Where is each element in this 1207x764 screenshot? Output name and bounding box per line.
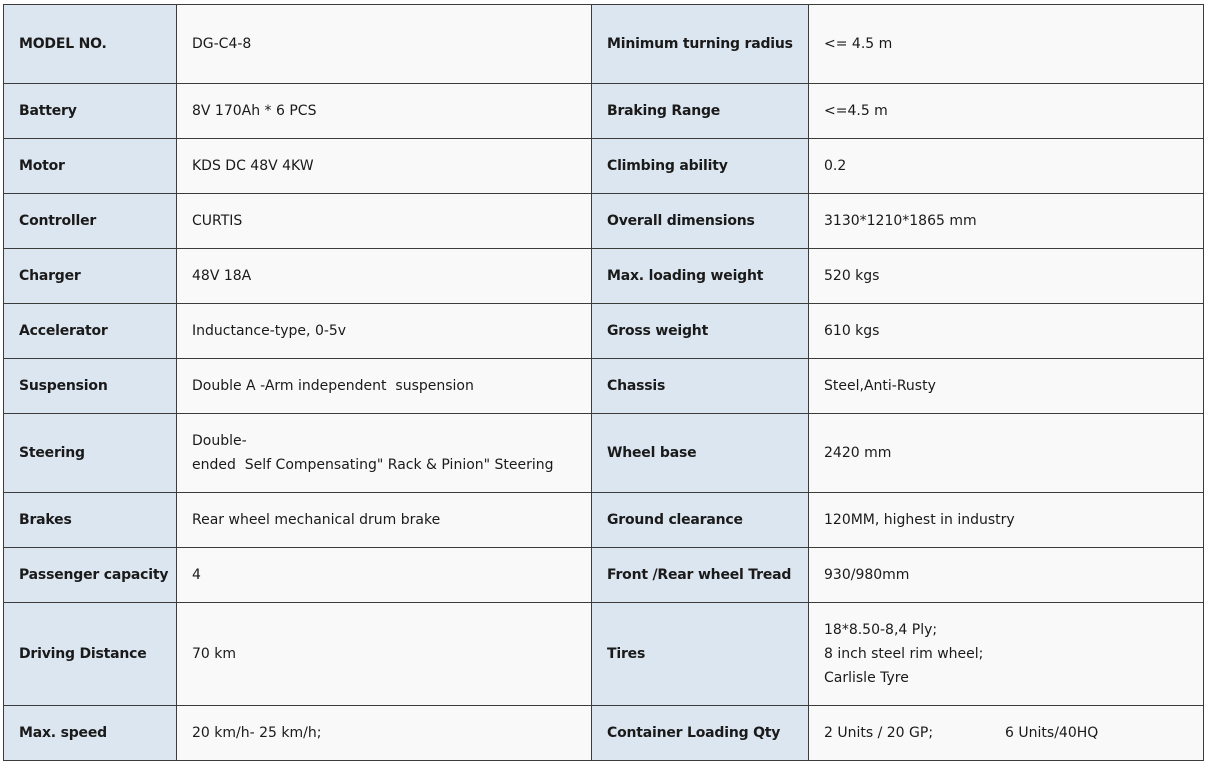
spec-value: Rear wheel mechanical drum brake: [177, 493, 592, 548]
spec-value: 930/980mm: [809, 548, 1204, 603]
spec-value: 610 kgs: [809, 304, 1204, 359]
spec-label: Motor: [4, 139, 177, 194]
spec-value: Double A -Arm independent suspension: [177, 359, 592, 414]
spec-value: <=4.5 m: [809, 84, 1204, 139]
spec-value: KDS DC 48V 4KW: [177, 139, 592, 194]
spec-value: Steel,Anti-Rusty: [809, 359, 1204, 414]
spec-value: 70 km: [177, 603, 592, 706]
table-row: [4, 603, 1204, 706]
table-row: [4, 194, 1204, 249]
spec-label: Steering: [4, 414, 177, 493]
spec-label: Climbing ability: [592, 139, 809, 194]
spec-label: Minimum turning radius: [592, 5, 809, 84]
spec-label: Tires: [592, 603, 809, 706]
spec-label: Braking Range: [592, 84, 809, 139]
spec-value: 4: [177, 548, 592, 603]
spec-value-line: ended Self Compensating" Rack & Pinion" Steering: [192, 457, 554, 473]
spec-label: Overall dimensions: [592, 194, 809, 249]
table-row: [4, 493, 1204, 548]
spec-label: Container Loading Qty: [592, 706, 809, 761]
spec-label: Wheel base: [592, 414, 809, 493]
spec-value-line: 18*8.50-8,4 Ply;: [824, 622, 938, 638]
spec-label: Gross weight: [592, 304, 809, 359]
spec-value: 520 kgs: [809, 249, 1204, 304]
spec-value: 8V 170Ah * 6 PCS: [177, 84, 592, 139]
spec-value: 0.2: [809, 139, 1204, 194]
spec-value: Inductance-type, 0-5v: [177, 304, 592, 359]
spec-label: Controller: [4, 194, 177, 249]
spec-label: Brakes: [4, 493, 177, 548]
spec-value: [809, 706, 1204, 761]
table-row: [4, 414, 1204, 493]
spec-value: 120MM, highest in industry: [809, 493, 1204, 548]
spec-value: [809, 603, 1204, 706]
spec-label: MODEL NO.: [4, 5, 177, 84]
spec-label: Chassis: [592, 359, 809, 414]
spec-label: Battery: [4, 84, 177, 139]
spec-value: 2420 mm: [809, 414, 1204, 493]
table-row: [4, 304, 1204, 359]
spec-value: DG-C4-8: [177, 5, 592, 84]
table-row: [4, 249, 1204, 304]
spec-table: [3, 4, 1204, 761]
spec-label: Max. loading weight: [592, 249, 809, 304]
table-row: [4, 139, 1204, 194]
table-row: [4, 84, 1204, 139]
spec-label: Charger: [4, 249, 177, 304]
spec-value-line: 8 inch steel rim wheel;: [824, 646, 984, 662]
spec-label: Driving Distance: [4, 603, 177, 706]
spec-value: [177, 414, 592, 493]
table-row: [4, 359, 1204, 414]
spec-value: 20 km/h- 25 km/h;: [177, 706, 592, 761]
spec-value: CURTIS: [177, 194, 592, 249]
table-row: [4, 5, 1204, 84]
spec-value: 48V 18A: [177, 249, 592, 304]
spec-value-line: Carlisle Tyre: [824, 670, 909, 686]
spec-label: Front /Rear wheel Tread: [592, 548, 809, 603]
spec-value: <= 4.5 m: [809, 5, 1204, 84]
table-row: [4, 706, 1204, 761]
spec-label: Accelerator: [4, 304, 177, 359]
table-row: [4, 548, 1204, 603]
spec-label: Ground clearance: [592, 493, 809, 548]
spec-label: Passenger capacity: [4, 548, 177, 603]
spec-value-part: 2 Units / 20 GP;: [824, 725, 934, 741]
spec-value-part: 6 Units/40HQ: [1005, 725, 1099, 741]
spec-label: Max. speed: [4, 706, 177, 761]
spec-value: 3130*1210*1865 mm: [809, 194, 1204, 249]
spec-value-line: Double-: [192, 433, 247, 449]
spec-label: Suspension: [4, 359, 177, 414]
